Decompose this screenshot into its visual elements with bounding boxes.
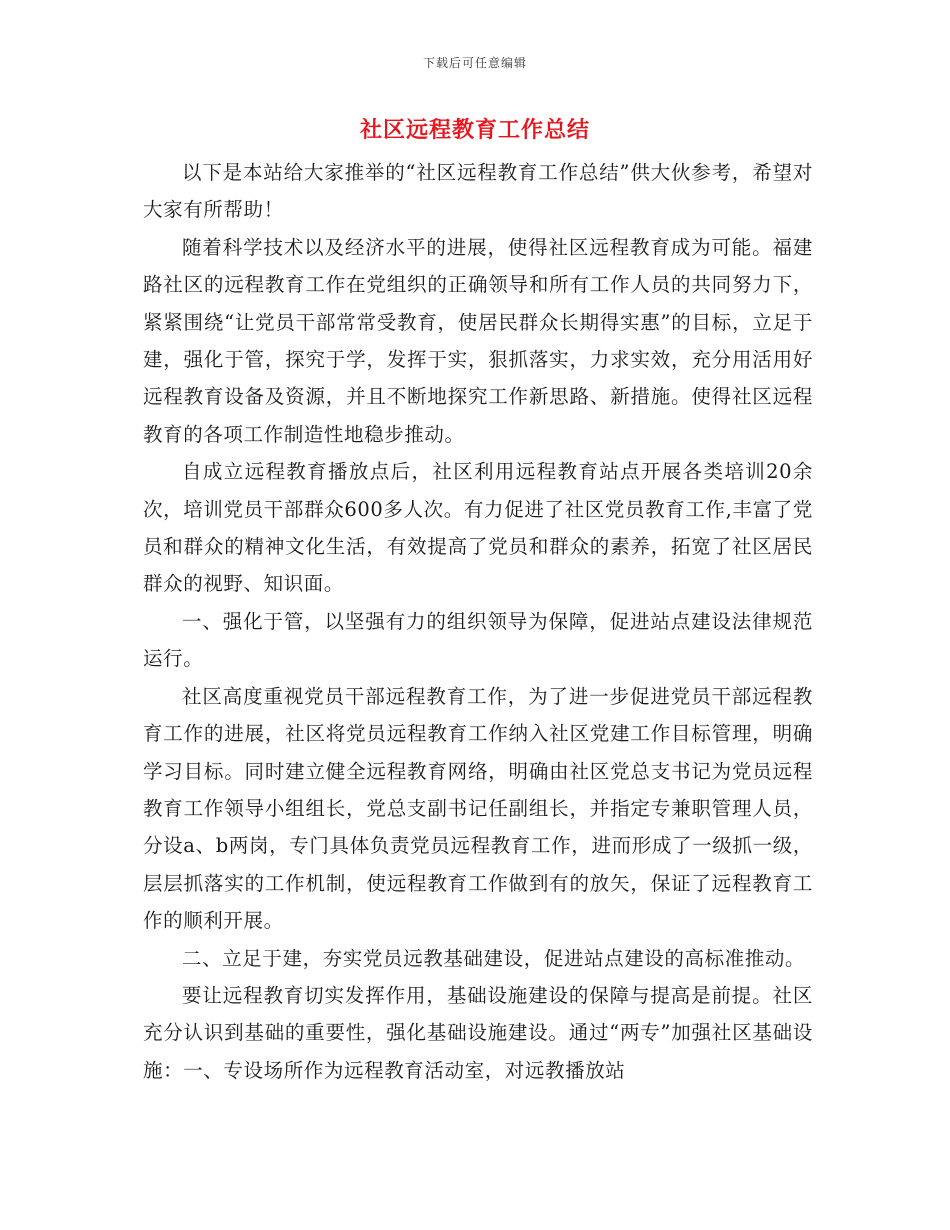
header-note: 下载后可任意编辑 [422,56,527,70]
document-body [143,154,813,1089]
section-heading-2: 二、立足于建，夯实党员远教基础建设，促进站点建设的高标准推动。 [182,946,806,970]
paragraph-achievements: 自成立远程教育播放点后，社区利用远程教育站点开展各类培训20余次，培训党员干部群众600多人次。有力促进了社区党员教育工作,丰富了党员和群众的精神文化生活，有效提高了党员和群众的素养，拓宽了社区居民群众的视野、知识面。 [143,460,813,596]
paragraph-background: 随着科学技术以及经济水平的进展，使得社区远程教育成为可能。福建路社区的远程教育工作在党组织的正确领导和所有工作人员的共同努力下，紧紧围绕“让党员干部常常受教育，使居民群众长期得实惠”的目标，立足于建，强化于管，探究于学，发挥于实，狠抓落实，力求实效，充分用活用好远程教育设备及资源，并且不断地探究工作新思路、新措施。使得社区远程教育的各项工作制造性地稳步推动。 [143,235,813,446]
paragraph-management: 社区高度重视党员干部远程教育工作，为了进一步促进党员干部远程教育工作的进展，社区将党员远程教育工作纳入社区党建工作目标管理，明确学习目标。同时建立健全远程教育网络，明确由社区党总支书记为党员远程教育工作领导小组组长，党总支副书记任副组长，并指定专兼职管理人员，分设a、b两岗，专门具体负责党员远程教育工作，进而形成了一级抓一级，层层抓落实的工作机制，使远程教育工作做到有的放矢，保证了远程教育工作的顺利开展。 [143,684,813,933]
document-title: 社区远程教育工作总结 [359,117,590,143]
paragraph-intro: 以下是本站给大家推举的“社区远程教育工作总结”供大伙参考，希望对大家有所帮助！ [143,161,813,222]
section-heading-1: 一、强化于管，以坚强有力的组织领导为保障，促进站点建设法律规范运行。 [143,609,813,671]
paragraph-infrastructure: 要让远程教育切实发挥作用，基础设施建设的保障与提高是前提。社区充分认识到基础的重要性，强化基础设施建设。通过“两专”加强社区基础设施：一、专设场所作为远程教育活动室，对远教播放站 [143,983,813,1082]
